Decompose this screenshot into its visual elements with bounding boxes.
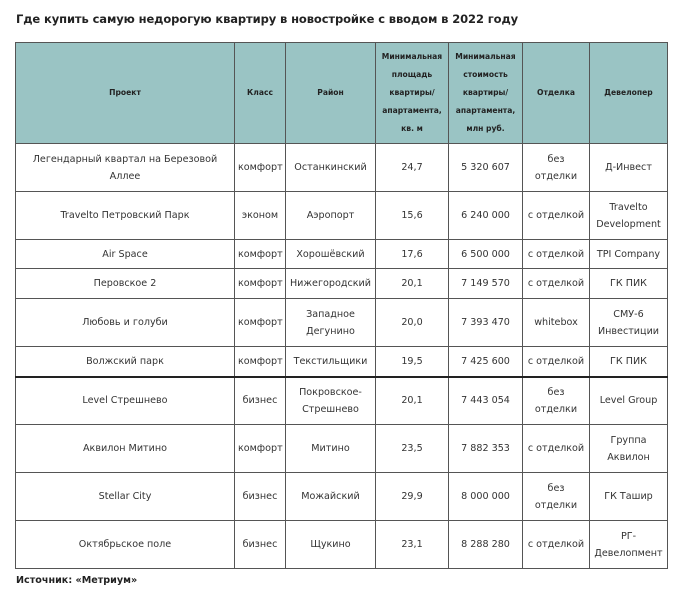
cell-project: Перовское 2 — [16, 269, 235, 299]
table-row — [16, 425, 668, 473]
cell-class: комфорт — [235, 425, 286, 473]
header-class: Класс — [235, 43, 286, 144]
cell-price: 8 000 000 — [449, 473, 523, 521]
cell-price: 5 320 607 — [449, 144, 523, 192]
cell-area: 23,1 — [376, 521, 449, 569]
table-row — [16, 347, 668, 377]
cell-area: 23,5 — [376, 425, 449, 473]
cell-area: 20,1 — [376, 377, 449, 425]
cell-class: комфорт — [235, 347, 286, 377]
cell-developer: TPI Company — [590, 240, 668, 269]
header-project: Проект — [16, 43, 235, 144]
header-price: Минимальная стоимость квартиры/ апартамента, млн руб. — [449, 43, 523, 144]
cell-project: Travelto Петровский Парк — [16, 192, 235, 240]
cell-finish: с отделкой — [523, 425, 590, 473]
cell-developer: Группа Аквилон — [590, 425, 668, 473]
cell-developer: ГК Ташир — [590, 473, 668, 521]
cell-district: Покровское-Стрешнево — [286, 377, 376, 425]
cell-price: 6 500 000 — [449, 240, 523, 269]
cell-finish: с отделкой — [523, 240, 590, 269]
cell-district: Западное Дегунино — [286, 299, 376, 347]
cell-project: Волжский парк — [16, 347, 235, 377]
table-row — [16, 473, 668, 521]
cell-class: комфорт — [235, 240, 286, 269]
cell-finish: с отделкой — [523, 192, 590, 240]
cell-district: Нижегородский — [286, 269, 376, 299]
cell-finish: без отделки — [523, 473, 590, 521]
cell-developer: ГК ПИК — [590, 269, 668, 299]
cell-district: Щукино — [286, 521, 376, 569]
cell-developer: РГ-Девелопмент — [590, 521, 668, 569]
cell-project: Air Space — [16, 240, 235, 269]
cell-project: Любовь и голуби — [16, 299, 235, 347]
cell-finish: whitebox — [523, 299, 590, 347]
header-district: Район — [286, 43, 376, 144]
source-note: Источник: «Метриум» — [16, 575, 138, 586]
cell-area: 29,9 — [376, 473, 449, 521]
cell-area: 20,1 — [376, 269, 449, 299]
table-row — [16, 240, 668, 269]
cell-district: Останкинский — [286, 144, 376, 192]
table-row — [16, 377, 668, 425]
cell-finish: без отделки — [523, 377, 590, 425]
table-row — [16, 269, 668, 299]
cell-developer: Д-Инвест — [590, 144, 668, 192]
cell-price: 6 240 000 — [449, 192, 523, 240]
cell-price: 7 393 470 — [449, 299, 523, 347]
table-row — [16, 192, 668, 240]
cell-district: Хорошёвский — [286, 240, 376, 269]
cell-developer: Travelto Development — [590, 192, 668, 240]
cell-area: 17,6 — [376, 240, 449, 269]
cell-district: Текстильщики — [286, 347, 376, 377]
cell-area: 20,0 — [376, 299, 449, 347]
cell-class: бизнес — [235, 521, 286, 569]
table-row — [16, 144, 668, 192]
cell-area: 24,7 — [376, 144, 449, 192]
header-developer: Девелопер — [590, 43, 668, 144]
cell-finish: без отделки — [523, 144, 590, 192]
cell-class: комфорт — [235, 144, 286, 192]
header-area: Минимальная площадь квартиры/ апартамента, кв. м — [376, 43, 449, 144]
cell-area: 19,5 — [376, 347, 449, 377]
cell-class: комфорт — [235, 269, 286, 299]
cell-class: бизнес — [235, 377, 286, 425]
apartments-table — [15, 42, 668, 569]
cell-area: 15,6 — [376, 192, 449, 240]
cell-price: 7 882 353 — [449, 425, 523, 473]
table-row — [16, 521, 668, 569]
cell-project: Октябрьское поле — [16, 521, 235, 569]
table-row — [16, 299, 668, 347]
header-row — [16, 43, 668, 144]
cell-district: Можайский — [286, 473, 376, 521]
cell-project: Аквилон Митино — [16, 425, 235, 473]
cell-finish: с отделкой — [523, 521, 590, 569]
cell-class: комфорт — [235, 299, 286, 347]
cell-price: 7 149 570 — [449, 269, 523, 299]
cell-developer: СМУ-6 Инвестиции — [590, 299, 668, 347]
header-finish: Отделка — [523, 43, 590, 144]
cell-price: 7 443 054 — [449, 377, 523, 425]
cell-finish: с отделкой — [523, 269, 590, 299]
cell-district: Аэропорт — [286, 192, 376, 240]
cell-developer: Level Group — [590, 377, 668, 425]
cell-project: Легендарный квартал на Березовой Аллее — [16, 144, 235, 192]
page-title: Где купить самую недорогую квартиру в новостройке с вводом в 2022 году — [16, 12, 519, 26]
cell-class: бизнес — [235, 473, 286, 521]
cell-price: 8 288 280 — [449, 521, 523, 569]
cell-price: 7 425 600 — [449, 347, 523, 377]
cell-class: эконом — [235, 192, 286, 240]
cell-district: Митино — [286, 425, 376, 473]
cell-finish: с отделкой — [523, 347, 590, 377]
cell-developer: ГК ПИК — [590, 347, 668, 377]
cell-project: Level Стрешнево — [16, 377, 235, 425]
cell-project: Stellar City — [16, 473, 235, 521]
